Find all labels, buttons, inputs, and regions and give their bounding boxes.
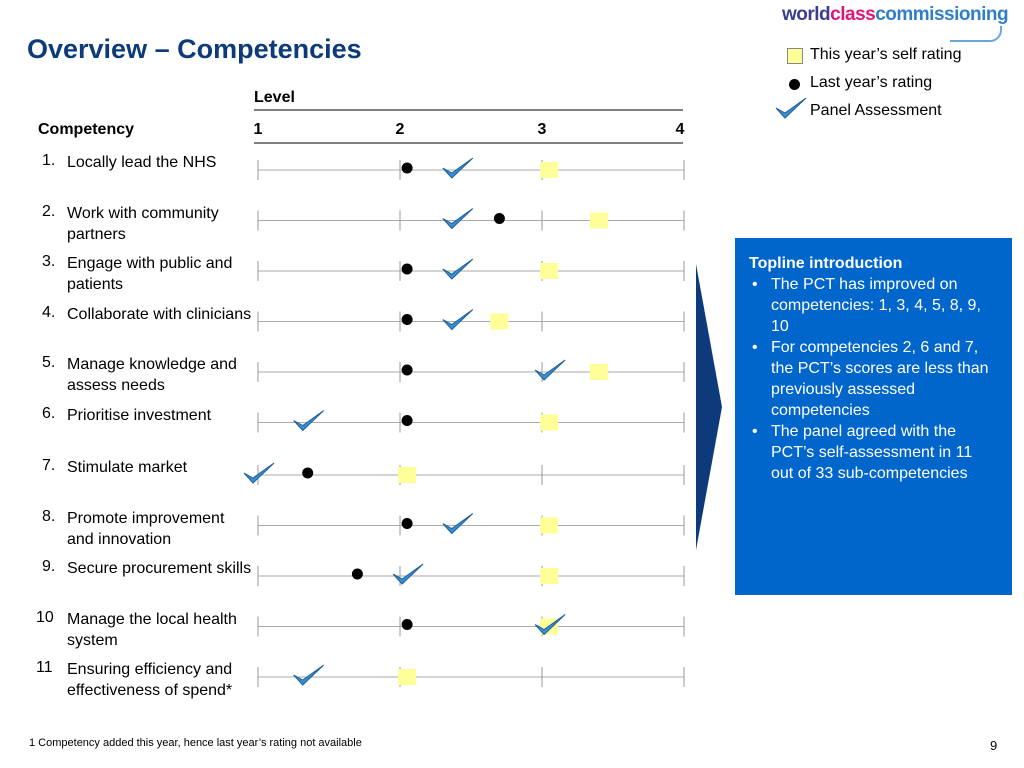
competency-row — [258, 665, 684, 687]
tick-label: 1 — [253, 121, 263, 138]
competency-number: 5. — [42, 354, 56, 371]
panel-assessment-marker — [443, 209, 473, 229]
legend-panel-check-icon — [774, 96, 808, 122]
logo-swoosh-icon — [950, 26, 1002, 42]
tick-labels — [254, 121, 685, 138]
footnote: 1 Competency added this year, hence last year’s rating not available — [29, 737, 362, 749]
competency-number: 3. — [42, 253, 56, 270]
panel-assessment-marker — [393, 564, 423, 584]
page-title: Overview – Competencies — [27, 34, 362, 64]
competency-row — [258, 158, 684, 180]
competency-row — [258, 564, 684, 586]
panel-assessment-marker — [535, 360, 565, 380]
self-rating-marker — [398, 467, 416, 483]
last-rating-marker — [402, 365, 413, 376]
legend-last-rating-dot — [789, 79, 800, 90]
competency-number: 1. — [42, 152, 56, 169]
competency-label: Promote improvement and innovation — [67, 509, 225, 548]
self-rating-marker — [490, 314, 508, 330]
callout-bullet: • The panel agreed with the PCT’s self-assessment in 11 out of 33 sub-competencies — [771, 421, 998, 484]
panel-assessment-marker — [443, 158, 473, 178]
self-rating-marker — [590, 213, 608, 229]
competency-row — [258, 209, 684, 231]
callout-heading: Topline introduction — [749, 255, 903, 272]
tick-label: 3 — [537, 121, 547, 138]
tick-label: 2 — [395, 121, 405, 138]
last-rating-marker — [402, 518, 413, 529]
callout-bullet: • The PCT has improved on competencies: 1, 3, 4, 5, 8, 9, 10 — [771, 274, 998, 337]
competency-rows — [244, 158, 684, 687]
page-number: 9 — [990, 738, 998, 753]
tick-label: 4 — [675, 121, 685, 138]
callout-bullet-list — [749, 274, 998, 484]
self-rating-marker — [540, 162, 558, 178]
competency-label: Manage knowledge and assess needs — [67, 356, 237, 394]
competency-row — [258, 259, 684, 281]
level-label: Level — [254, 89, 295, 106]
self-rating-marker — [540, 415, 558, 431]
competency-label: Engage with public and patients — [67, 255, 233, 293]
callout-bullet: • For competencies 2, 6 and 7, the PCT’s scores are less than previously assessed competencies — [771, 337, 998, 421]
self-rating-marker — [590, 364, 608, 380]
last-rating-marker — [402, 619, 413, 630]
last-rating-marker — [352, 569, 363, 580]
competency-row — [258, 310, 684, 332]
panel-assessment-marker — [294, 665, 324, 685]
self-rating-marker — [540, 263, 558, 279]
last-rating-marker — [402, 415, 413, 426]
competency-number: 6. — [42, 404, 56, 422]
competency-label: Ensuring efficiency and effectiveness of spend* — [67, 661, 233, 699]
competency-row — [258, 360, 684, 382]
legend-self-rating-swatch — [787, 48, 803, 64]
competency-label: Locally lead the NHS — [67, 154, 217, 171]
panel-assessment-marker — [443, 310, 473, 330]
competency-number: 10 — [36, 608, 54, 626]
competency-label: Prioritise investment — [67, 406, 212, 424]
competency-number: 9. — [42, 558, 56, 575]
competency-label: Manage the local health system — [67, 610, 237, 649]
competency-number: 11 — [36, 659, 53, 676]
logo-text-commissioning: commissioning — [875, 4, 1009, 25]
competency-row — [258, 411, 684, 433]
competency-label: Stimulate market — [67, 459, 188, 476]
logo-text-world: world — [782, 4, 831, 25]
competency-row — [258, 514, 684, 536]
legend-panel-label: Panel Assessment — [810, 102, 942, 119]
panel-assessment-marker — [294, 411, 324, 431]
competency-number: 8. — [42, 507, 56, 525]
last-rating-marker — [302, 468, 313, 479]
callout-arrow-icon — [694, 264, 724, 550]
panel-assessment-marker — [443, 259, 473, 279]
legend-last-rating-label: Last year’s rating — [810, 74, 933, 91]
legend-self-rating-label: This year’s self rating — [810, 46, 962, 63]
last-rating-marker — [402, 163, 413, 174]
last-rating-marker — [402, 314, 413, 325]
competency-header: Competency — [38, 121, 135, 138]
competency-label: Work with community partners — [67, 204, 219, 243]
competency-number: 2. — [42, 202, 56, 220]
competency-row — [244, 463, 684, 485]
competency-label: Secure procurement skills — [67, 560, 252, 577]
last-rating-marker — [402, 264, 413, 275]
competency-number: 7. — [42, 457, 56, 474]
topline-callout — [735, 238, 1012, 595]
competency-number: 4. — [42, 303, 56, 321]
self-rating-marker — [540, 518, 558, 534]
last-rating-marker — [494, 213, 505, 224]
logo — [782, 4, 1012, 44]
competency-row — [258, 615, 684, 637]
self-rating-marker — [540, 568, 558, 584]
panel-assessment-marker — [443, 514, 473, 534]
competency-label: Collaborate with clinicians — [67, 305, 252, 323]
self-rating-marker — [398, 669, 416, 685]
logo-text-class: class — [830, 4, 876, 25]
